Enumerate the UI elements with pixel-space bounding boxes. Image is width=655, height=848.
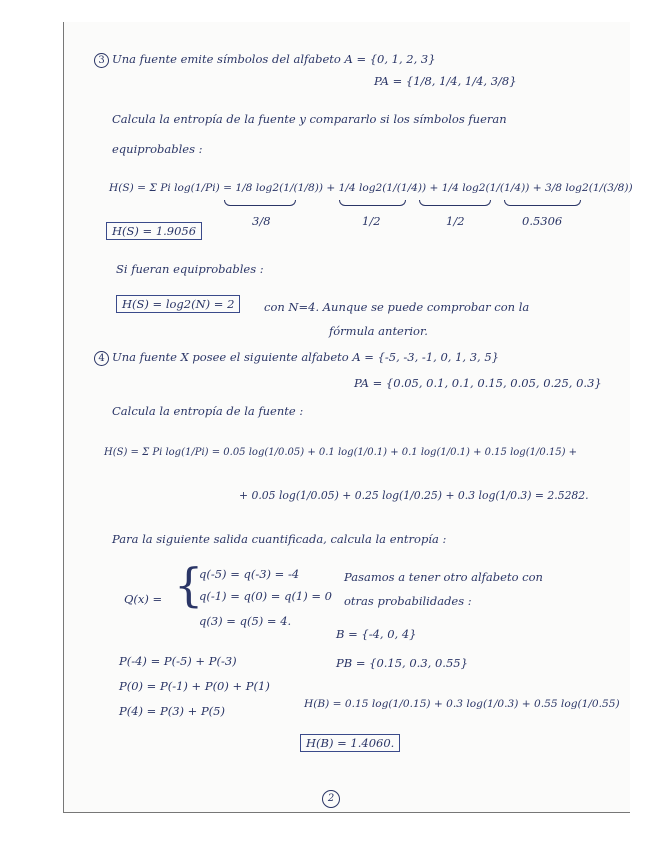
term-value-1: 3/8: [252, 214, 271, 228]
problem4-number: 4: [94, 351, 109, 366]
problem4-probabilities: PA = {0.05, 0.1, 0.1, 0.15, 0.05, 0.25, 0.3}: [354, 376, 602, 390]
hb-formula: H(B) = 0.15 log(1/0.15) + 0.3 log(1/0.3) + 0.55 log(1/0.55): [304, 698, 620, 710]
quantizer-label: Q(x) =: [124, 592, 163, 606]
problem3-line1: Una fuente emite símbolos del alfabeto A = {0, 1, 2, 3}: [112, 52, 436, 66]
underbrace-2: [339, 200, 406, 206]
prob-minus4: P(-4) = P(-5) + P(-3): [119, 654, 237, 668]
problem3-entropy-formula: H(S) = Σ Pi log(1/Pi) = 1/8 log2(1/(1/8)) + 1/4 log2(1/(1/4)) + 1/4 log2(1/(1/4)) + 3/8 log2(1/(3/8)): [109, 182, 633, 194]
problem3-task-cont: equiprobables :: [112, 142, 203, 156]
problem3-probabilities: PA = {1/8, 1/4, 1/4, 3/8}: [374, 74, 517, 88]
alphabet-b: B = {-4, 0, 4}: [336, 627, 417, 641]
equiprobable-result: H(S) = log2(N) = 2: [116, 295, 240, 313]
problem4-line1: Una fuente X posee el siguiente alfabeto A = {-5, -3, -1, 0, 1, 3, 5}: [112, 350, 499, 364]
new-alphabet-note-cont: otras probabilidades :: [344, 594, 472, 608]
quantizer-case-2: q(-1) = q(0) = q(1) = 0: [199, 589, 332, 603]
equiprobable-note: con N=4. Aunque se puede comprobar con la: [264, 300, 530, 314]
prob-0: P(0) = P(-1) + P(0) + P(1): [119, 679, 270, 693]
term-value-2: 1/2: [362, 214, 381, 228]
term-value-4: 0.5306: [522, 214, 563, 228]
equiprobable-note-cont: fórmula anterior.: [329, 324, 428, 338]
notebook-page: [63, 22, 633, 813]
probabilities-b: PB = {0.15, 0.3, 0.55}: [336, 656, 468, 670]
problem4-statement: [94, 350, 499, 366]
underbrace-3: [419, 200, 491, 206]
underbrace-1: [224, 200, 296, 206]
new-alphabet-note: Pasamos a tener otro alfabeto con: [344, 570, 543, 584]
problem4-task: Calcula la entropía de la fuente :: [112, 404, 304, 418]
problem3-statement: [94, 52, 436, 68]
quantizer-case-3: q(3) = q(5) = 4.: [199, 614, 292, 628]
problem4-entropy-formula-cont: + 0.05 log(1/0.05) + 0.25 log(1/0.25) + 0.3 log(1/0.3) = 2.5282.: [239, 489, 589, 502]
cases-brace: {: [174, 558, 204, 612]
hb-result: H(B) = 1.4060.: [300, 734, 400, 752]
prob-4: P(4) = P(3) + P(5): [119, 704, 225, 718]
quantizer-case-1: q(-5) = q(-3) = -4: [199, 567, 300, 581]
term-value-3: 1/2: [446, 214, 465, 228]
problem3-number: 3: [94, 53, 109, 68]
quantized-heading: Para la siguiente salida cuantificada, calcula la entropía :: [112, 532, 447, 546]
problem3-result: H(S) = 1.9056: [106, 222, 202, 240]
problem3-task: Calcula la entropía de la fuente y compararlo si los símbolos fueran: [112, 112, 507, 126]
page-number: 2: [322, 790, 340, 808]
problem4-entropy-formula: H(S) = Σ Pi log(1/Pi) = 0.05 log(1/0.05) + 0.1 log(1/0.1) + 0.1 log(1/0.1) + 0.15 log(1/0.15) +: [104, 447, 578, 458]
equiprobable-heading: Si fueran equiprobables :: [116, 262, 264, 276]
underbrace-4: [504, 200, 581, 206]
